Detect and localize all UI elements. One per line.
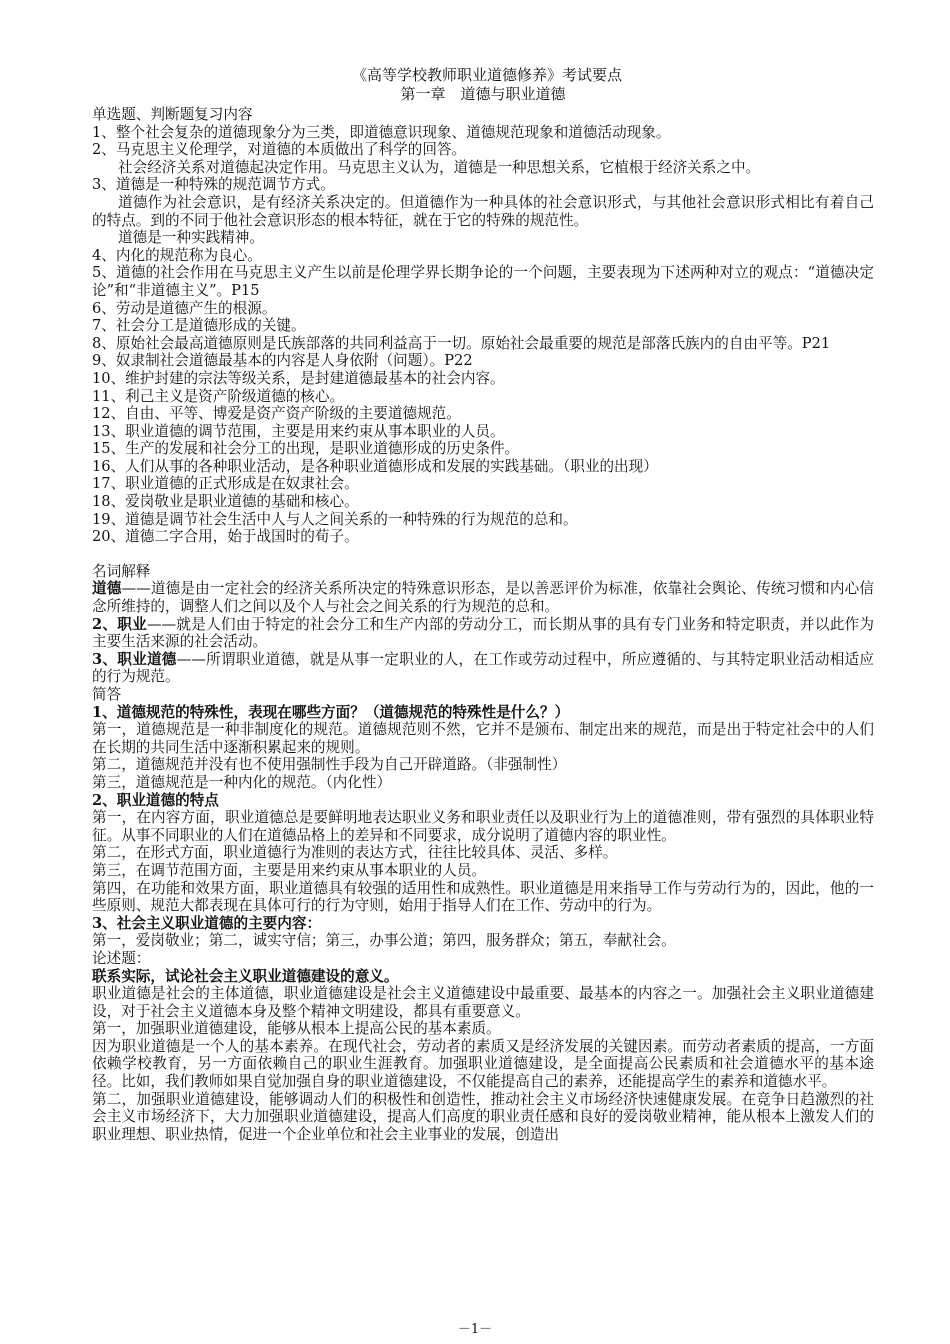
chapter-heading: 第一章 道德与职业道德 [400, 85, 566, 103]
section-heading: 单选题、判断题复习内容 [92, 106, 253, 123]
term: 2、职业 [92, 615, 147, 633]
list-item: 6、劳动是道德产生的根源。 [92, 299, 277, 317]
list-item: 5、道德的社会作用在马克思主义产生以前是伦理学界长期争论的一个问题，主要表现为下述两种对立的观点：“道德决定论”和“非道德主义”。P15 [92, 264, 874, 299]
list-item: 12、自由、平等、博爱是资产资产阶级的主要道德规范。 [92, 405, 461, 423]
section-heading: 论述题： [92, 949, 151, 967]
definition: ——所谓职业道德，就是从事一定职业的人，在工作或劳动过程中，所应遵循的、与其特定职业活动相适应的行为规范。 [92, 650, 874, 686]
list-item: 18、爱岗敬业是职业道德的基础和核心。 [92, 493, 359, 511]
answer: 第二，在形式方面，职业道德行为准则的表达方式，往往比较具体、灵活、多样。 [92, 844, 618, 862]
question: 3、社会主义职业道德的主要内容： [92, 914, 322, 932]
page-number: －1－ [457, 1322, 493, 1337]
answer: 第三，道德规范是一种内化的规范。（内化性） [92, 773, 392, 791]
list-item: 3、道德是一种特殊的规范调节方式。 [92, 176, 335, 194]
list-item: 8、原始社会最高道德原则是氏族部落的共同利益高于一切。原始社会最重要的规范是部落氏族内的自由平等。P21 [92, 334, 831, 352]
definition: ——就是人们由于特定的社会分工和生产内部的劳动分工，而长期从事的具有专门业务和特定职责，并以此作为主要生活来源的社会活动。 [92, 615, 874, 651]
list-item: 11、利己主义是资产阶级道德的核心。 [92, 387, 345, 405]
list-item: 15、生产的发展和社会分工的出现，是职业道德形成的历史条件。 [92, 440, 520, 458]
spacer [92, 546, 874, 563]
answer: 第二，道德规范并没有也不使用强制性手段为自己开辟道路。（非强制性） [92, 756, 567, 774]
definition: ——道德是由一定社会的经济关系所决定的特殊意识形态，是以善恶评价为标准，依靠社会舆论、传统习惯和内心信念所维持的，调整人们之间以及个人与社会之间关系的行为规范的总和。 [92, 580, 874, 616]
list-item: 7、社会分工是道德形成的关键。 [92, 317, 306, 335]
question: 1、道德规范的特殊性，表现在哪些方面？（道德规范的特殊性是什么？） [92, 703, 570, 721]
list-item: 9、奴隶制社会道德最基本的内容是人身依附（问题）。P22 [92, 352, 473, 370]
list-item-detail: 道德是一种实践精神。 [118, 229, 264, 247]
term: 道德 [92, 580, 122, 598]
list-item: 13、职业道德的调节范围，主要是用来约束从事本职业的人员。 [92, 422, 505, 440]
term-definition [92, 651, 874, 686]
essay-paragraph: 第二，加强职业道德建设，能够调动人们的积极性和创造性，推动社会主义市场经济快速健康发展。在竞争日趋激烈的社会主义市场经济下，大力加强职业道德建设，提高人们高度的职业责任感和良好的爱岗敬业精神，能从根本上激发人们的职业理想、职业热情，促进一个企业单位和社会主业事业的发展，创造出 [92, 1090, 874, 1143]
list-item: 1、整个社会复杂的道德现象分为三类，即道德意识现象、道德规范现象和道德活动现象。 [92, 123, 671, 141]
answer: 第一，道德规范是一种非制度化的规范。道德规范则不然，它并不是颁布、制定出来的规范，而是出于特定社会中的人们在长期的共同生活中逐渐积累起来的规则。 [92, 721, 874, 756]
section-heading: 名词解释 [92, 562, 151, 580]
term-definition [92, 580, 874, 615]
answer: 第一，在内容方面，职业道德总是要鲜明地表达职业义务和职业责任以及职业行为上的道德准则，带有强烈的具体职业特征。从事不同职业的人们在道德品格上的差异和不同要求，成分说明了道德内容的职业性。 [92, 809, 874, 844]
list-item: 2、马克思主义伦理学，对道德的本质做出了科学的回答。 [92, 141, 467, 159]
answer: 第四，在功能和效果方面，职业道德具有较强的适用性和成熟性。职业道德是用来指导工作与劳动行为的，因此，他的一些原则、规范大都表现在具体可行的行为守则，始用于指导人们在工作、劳动中的行为。 [92, 879, 874, 915]
term: 3、职业道德 [92, 650, 177, 668]
list-item: 4、内化的规范称为良心。 [92, 246, 262, 264]
essay-paragraph: 第一，加强职业道德建设，能够从根本上提高公民的基本素质。 [92, 1020, 501, 1038]
list-item: 17、职业道德的正式形成是在奴隶社会。 [92, 475, 359, 493]
list-item: 10、维护封建的宗法等级关系，是封建道德最基本的社会内容。 [92, 369, 505, 387]
question: 联系实际，试论社会主义职业道德建设的意义。 [92, 967, 399, 985]
essay-paragraph: 职业道德是社会的主体道德，职业道德建设是社会主义道德建设中最重要、最基本的内容之一。加强社会主义职业道德建设，对于社会主义道德本身及整个精神文明建设，都具有重要意义。 [92, 985, 874, 1020]
term-definition [92, 616, 874, 651]
document-title: 《高等学校教师职业道德修养》考试要点 [351, 66, 622, 84]
question: 2、职业道德的特点 [92, 791, 219, 809]
list-item: 16、人们从事的各种职业活动，是各种职业道德形成和发展的实践基础。（职业的出现） [92, 457, 658, 475]
answer: 第三，在调节范围方面，主要是用来约束从事本职业的人员。 [92, 861, 487, 879]
list-item-detail: 社会经济关系对道德起决定作用。马克思主义认为，道德是一种思想关系，它植根于经济关系之中。 [118, 158, 761, 176]
list-item: 19、道德是调节社会生活中人与人之间关系的一种特殊的行为规范的总和。 [92, 510, 578, 528]
list-item-detail: 道德作为社会意识，是有经济关系决定的。但道德作为一种具体的社会意识形式，与其他社会意识形式相比有着自己的特点。到的不同于他社会意识形态的根本特征，就在于它的特殊的规范性。 [92, 193, 874, 229]
list-item: 20、道德二字合用，始于战国时的荀子。 [92, 528, 359, 546]
section-heading: 简答 [92, 686, 122, 703]
essay-paragraph: 因为职业道德是一个人的基本素养。在现代社会，劳动者的素质又是经济发展的关键因素。而劳动者素质的提高，一方面依赖学校教育，另一方面依赖自己的职业生涯教育。加强职业道德建设，是全面提高公民素质和社会道德水平的基本途径。比如，我们教师如果自觉加强自身的职业道德建设，不仅能提高自己的素养，还能提高学生的素养和道德水平。 [92, 1037, 874, 1091]
answer: 第一，爱岗敬业；第二，诚实守信；第三，办事公道；第四，服务群众；第五，奉献社会。 [92, 932, 676, 950]
